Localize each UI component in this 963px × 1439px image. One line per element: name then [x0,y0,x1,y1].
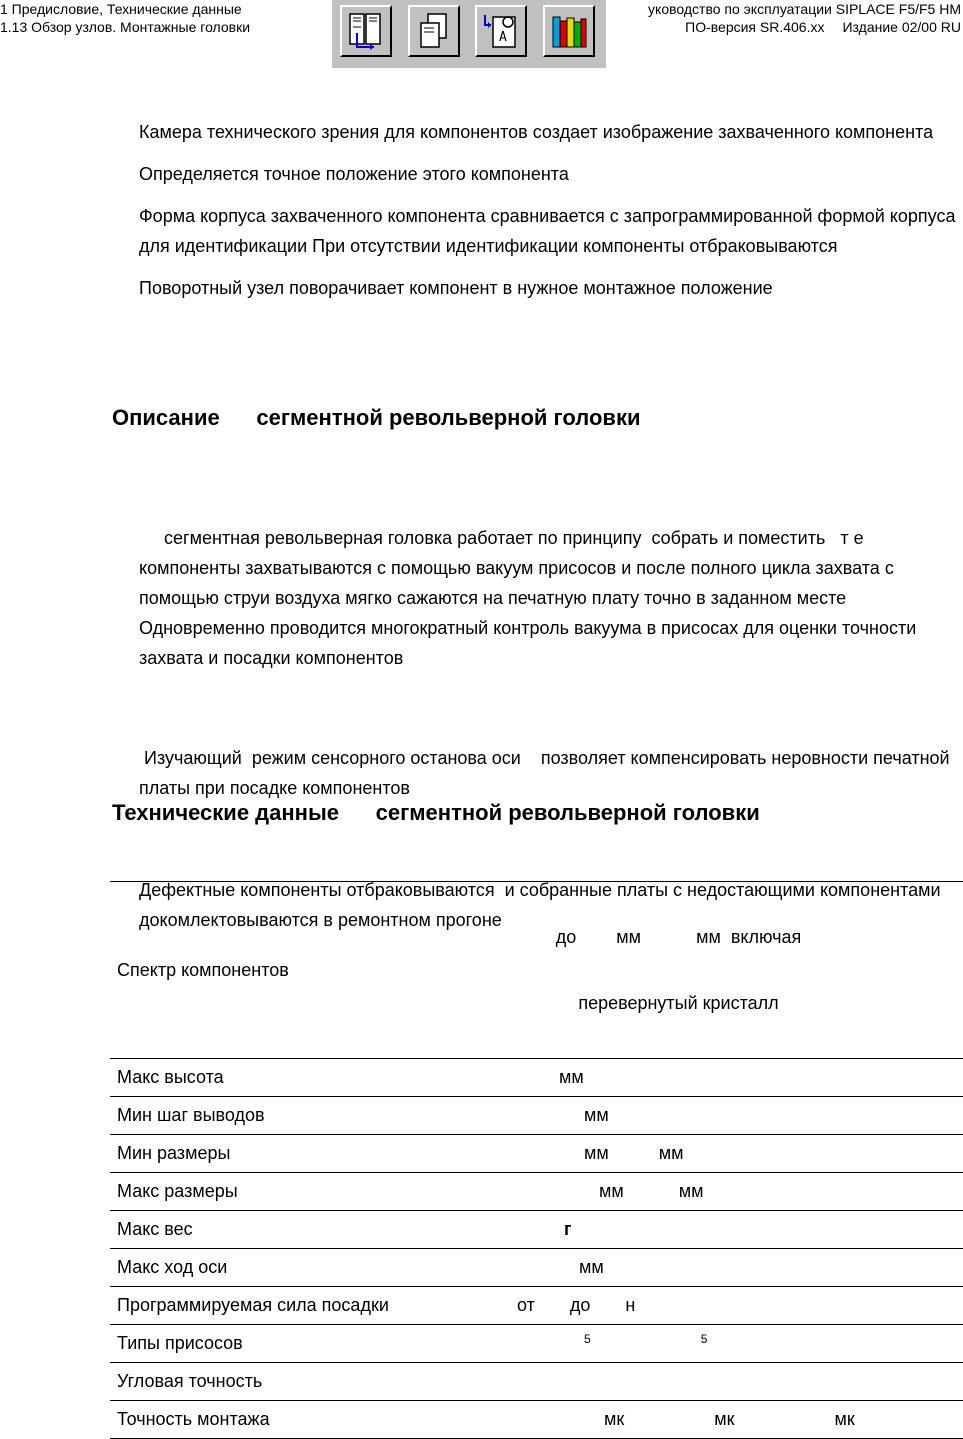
intro-paragraph: Форма корпуса захваченного компонента сравнивается с запрограммированной формой корпуса для идентификации При отсутствии идентификации компоненты отбраковываются [139,206,956,256]
spec-label: Макс ход оси [110,1249,517,1287]
search-document-button[interactable] [475,5,527,57]
description-paragraph: Дефектные компоненты отбраковываются и собранные платы с недостающими компонентами докомлектовываются в ремонтном прогоне [139,880,946,930]
svg-text:A: A [499,30,507,45]
tech-data-table [110,881,963,1439]
copy-pages-button[interactable] [408,5,460,57]
spec-label: Точность монтажа [110,1401,517,1439]
library-books-button[interactable] [543,5,595,57]
intro-section [139,117,961,303]
spec-value: мм [517,1059,963,1097]
spec-value: мк мк мк [517,1401,963,1439]
spec-value: мм [517,1097,963,1135]
table-row [110,1287,963,1325]
table-row [110,1249,963,1287]
spec-value-line: до мм мм включая [555,927,802,947]
document-layout-icon [344,9,388,53]
header-version-line [648,18,961,36]
table-row [110,1135,963,1173]
spec-label: Программируемая сила посадки [110,1287,517,1325]
spec-label: Угловая точность [110,1363,517,1401]
search-document-icon [479,9,523,53]
header-edition: Издание 02/00 RU [842,19,961,35]
description-paragraph: Изучающий режим сенсорного останова оси позволяет компенсировать неровности печатной платы при посадке компонентов [139,748,955,798]
intro-paragraph: Поворотный узел поворачивает компонент в нужное монтажное положение [139,278,773,298]
description-paragraph: сегментная револьверная головка работает по принципу собрать и поместить т е компоненты захватываются с помощью вакуум присосов и после полного цикла захвата с помощью струи воздуха мягко сажаются на печатную плату точно в заданном месте Одновременно проводится многократный контроль вакуума в присосах для оценки точности захвата и посадки компонентов [139,528,922,668]
spec-value [517,1325,963,1363]
spec-label: Макс вес [110,1211,517,1249]
spec-value: г [517,1211,963,1249]
header-section-title: 1.13 Обзор узлов. Монтажные головки [0,19,251,35]
table-row [110,1059,963,1097]
spec-superscript: 5 [700,1332,708,1346]
spec-label: Макс высота [110,1059,517,1097]
copy-pages-icon [412,9,456,53]
document-layout-button[interactable] [340,5,392,57]
page-header-right [648,0,961,36]
library-books-icon [547,9,591,53]
spec-label: Макс размеры [110,1173,517,1211]
description-heading: Описание сегментной револьверной головки [112,405,641,430]
page-header-left [0,0,250,36]
navigation-toolbar [332,0,606,68]
header-software-version: ПО-версия SR.406.xx [685,19,825,35]
tech-data-heading: Технические данные сегментной револьверной головки [112,800,760,825]
spec-value: мм [517,1249,963,1287]
spec-value [517,882,963,1059]
table-row [110,882,963,1059]
spec-value [517,1363,963,1401]
spec-value: от до н [517,1287,963,1325]
table-row [110,1363,963,1401]
table-row [110,1211,963,1249]
spec-value-line: перевернутый кристалл [578,993,779,1013]
spec-value: мм мм [517,1135,963,1173]
table-row [110,1401,963,1439]
intro-paragraph: Определяется точное положение этого компонента [139,164,569,184]
spec-value: мм мм [517,1173,963,1211]
intro-paragraph: Камера технического зрения для компонентов создает изображение захваченного компонента [139,122,934,142]
spec-superscript: 5 [584,1332,591,1346]
header-manual-title: уководство по эксплуатации SIPLACE F5/F5 HM [648,1,961,17]
spec-label: Мин размеры [110,1135,517,1173]
header-chapter-title: 1 Предисловие, Технические данные [0,1,242,17]
spec-label: Мин шаг выводов [110,1097,517,1135]
spec-label: Спектр компонентов [110,882,517,1059]
table-row [110,1173,963,1211]
table-row [110,1097,963,1135]
table-row [110,1325,963,1363]
spec-label: Типы присосов [110,1325,517,1363]
